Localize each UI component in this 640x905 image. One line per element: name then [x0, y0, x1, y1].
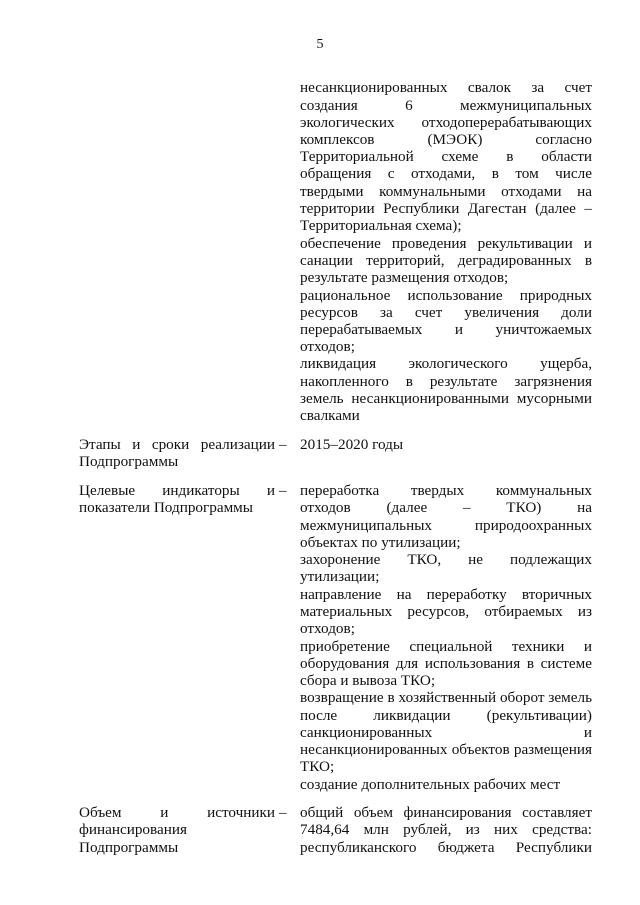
text-line: ликвидация экологического ущерба, — [300, 355, 592, 372]
financing-label-line: Объем и источники — [79, 804, 275, 821]
text-line: утилизации; — [300, 568, 380, 585]
text-line: свалками — [300, 407, 360, 424]
text-line: несанкционированных свалок за счет — [300, 79, 592, 96]
text-line: объектах по утилизации; — [300, 534, 461, 551]
indicators-label-line: показатели Подпрограммы — [79, 499, 253, 516]
text-line: санкционированных и — [300, 724, 592, 741]
text-line: материальных ресурсов, отбираемых из — [300, 603, 592, 620]
text-line: оборудования для использования в системе — [300, 655, 592, 672]
text-line: комплексов (МЭОК) согласно — [300, 131, 592, 148]
text-line: ресурсов за счет увеличения доли — [300, 304, 592, 321]
text-line: обеспечение проведения рекультивации и — [300, 235, 592, 252]
dash: – — [279, 482, 287, 499]
text-line: земель несанкционированными мусорными — [300, 390, 592, 407]
text-line: общий объем финансирования составляет — [300, 804, 592, 821]
indicators-label-line: Целевые индикаторы и — [79, 482, 275, 499]
text-line: отходов (далее – ТКО) на — [300, 499, 592, 516]
stages-value: 2015–2020 годы — [300, 436, 404, 453]
text-line: санации территорий, деградированных в — [300, 252, 592, 269]
stages-label-line: Этапы и сроки реализации — [79, 436, 275, 453]
text-line: экологических отходоперерабатывающих — [300, 114, 592, 131]
financing-label-line: Подпрограммы — [79, 839, 179, 856]
text-line: создания 6 межмуниципальных — [300, 97, 592, 114]
text-line: создание дополнительных рабочих мест — [300, 776, 561, 793]
text-line: возвращение в хозяйственный оборот земель — [300, 689, 592, 706]
text-line: отходов; — [300, 338, 355, 355]
text-line: перерабатываемых и уничтожаемых — [300, 321, 592, 338]
text-line: рациональное использование природных — [300, 287, 592, 304]
text-line: захоронение ТКО, не подлежащих — [300, 551, 592, 568]
dash: – — [279, 436, 287, 453]
text-line: направление на переработку вторичных — [300, 586, 592, 603]
dash: – — [279, 804, 287, 821]
text-line: твердыми коммунальными отходами на — [300, 183, 592, 200]
text-line: переработка твердых коммунальных — [300, 482, 592, 499]
text-line: после ликвидации (рекультивации) — [300, 707, 592, 724]
text-line: отходов; — [300, 620, 355, 637]
page-number: 5 — [316, 37, 324, 52]
text-line: сбора и вывоза ТКО; — [300, 672, 436, 689]
text-line: республиканского бюджета Республики — [300, 839, 592, 856]
text-line: накопленного в результате загрязнения — [300, 373, 592, 390]
stages-label-line: Подпрограммы — [79, 453, 179, 470]
financing-label-line: финансирования — [79, 821, 187, 838]
text-line: 7484,64 млн рублей, из них средства: — [300, 821, 592, 838]
text-line: территории Республики Дагестан (далее – — [300, 200, 592, 217]
text-line: приобретение специальной техники и — [300, 638, 592, 655]
text-line: Территориальной схеме в области — [300, 148, 592, 165]
text-line: Территориальная схема); — [300, 217, 462, 234]
text-line: несанкционированных объектов размещения — [300, 741, 592, 758]
text-line: межмуниципальных природоохранных — [300, 517, 592, 534]
text-line: ТКО; — [300, 758, 335, 775]
text-line: обращения с отходами, в том числе — [300, 165, 592, 182]
text-line: результате размещения отходов; — [300, 269, 509, 286]
